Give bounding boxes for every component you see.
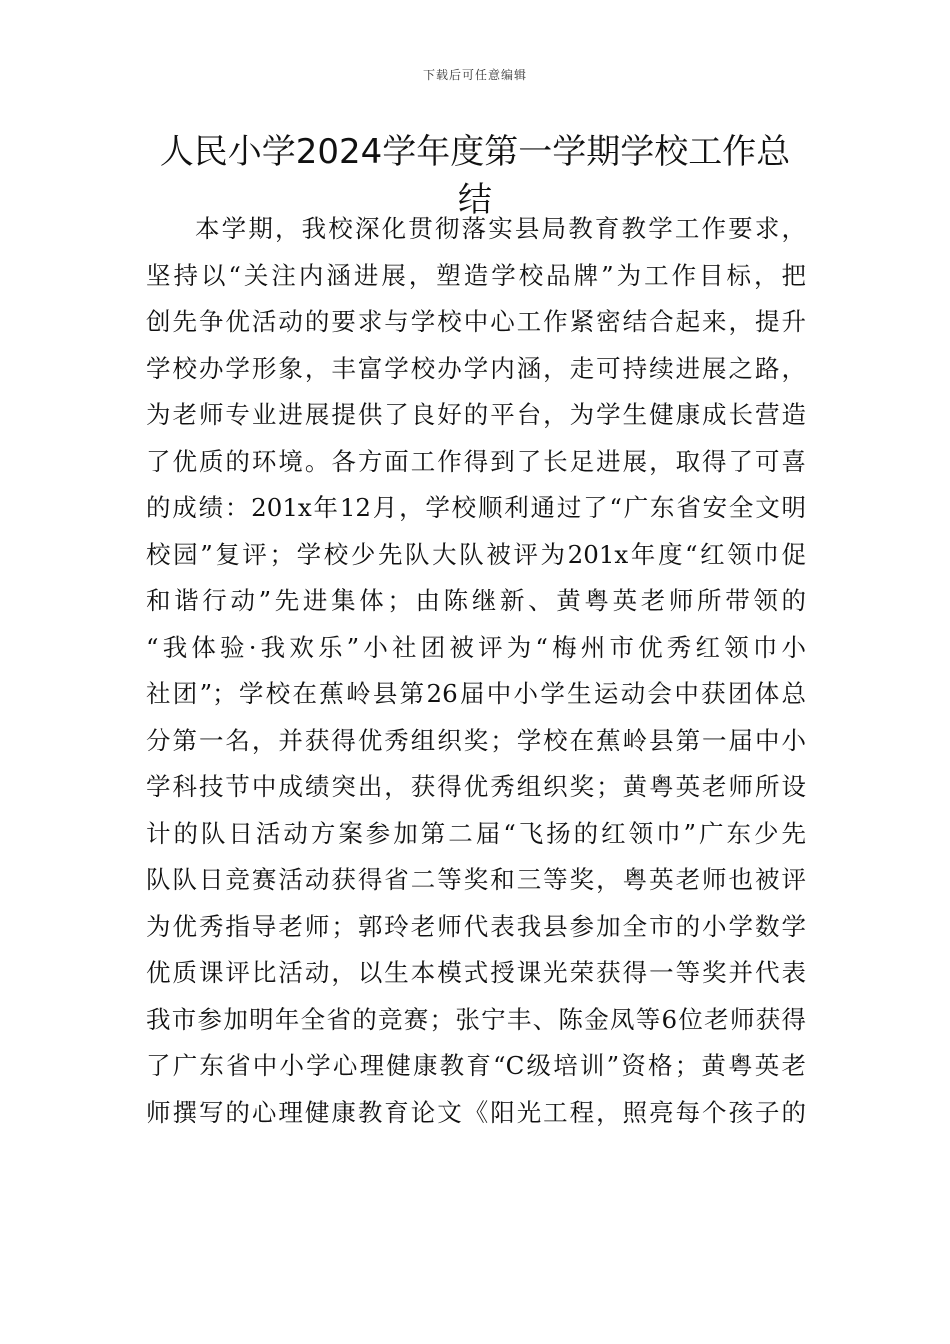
body-line: 本学期，我校深化贯彻落实县局教育教学工作要求， [195,214,806,243]
body-line: 分第一名，并获得优秀组织奖；学校在蕉岭县第一届中小 [146,725,806,755]
body-line: 优质课评比活动，以生本模式授课光荣获得一等奖并代表 [146,958,806,987]
body-line: 社团”；学校在蕉岭县第26届中小学生运动会中获团体总 [146,679,806,708]
body-line: 和谐行动”先进集体；由陈继新、黄粤英老师所带领的 [146,586,806,615]
body-line: 队队日竞赛活动获得省二等奖和三等奖，粤英老师也被评 [146,865,806,894]
header-note: 下载后可任意编辑 [422,68,527,82]
body-line: 校园”复评；学校少先队大队被评为201x年度“红领巾促 [146,539,806,569]
body-line: 为老师专业进展提供了良好的平台，为学生健康成长营造 [146,400,806,429]
body-line: 的成绩：201x年12月，学校顺利通过了“广东省安全文明 [146,493,806,522]
body-line: “我体验·我欢乐”小社团被评为“梅州市优秀红领巾小 [146,632,806,662]
body-line: 了广东省中小学心理健康教育“C级培训”资格；黄粤英老 [146,1051,806,1080]
body-line: 了优质的环境。各方面工作得到了长足进展，取得了可喜 [146,446,806,476]
title-line-1: 人民小学2024学年度第一学期学校工作总 [159,132,791,172]
title-line-2: 结 [458,180,492,220]
body-paragraph [146,206,806,1136]
body-line: 学科技节中成绩突出，获得优秀组织奖；黄粤英老师所设 [146,772,806,801]
body-line: 我市参加明年全省的竞赛；张宁丰、陈金凤等6位老师获得 [146,1004,806,1034]
body-line: 计的队日活动方案参加第二届“飞扬的红领巾”广东少先 [146,818,806,848]
body-line: 师撰写的心理健康教育论文《阳光工程，照亮每个孩子的 [146,1097,806,1127]
body-line: 为优秀指导老师；郭玲老师代表我县参加全市的小学数学 [146,911,806,941]
body-line: 学校办学形象，丰富学校办学内涵，走可持续进展之路， [146,353,806,383]
body-line: 创先争优活动的要求与学校中心工作紧密结合起来，提升 [146,307,806,336]
body-line: 坚持以“关注内涵进展，塑造学校品牌”为工作目标，把 [146,260,806,290]
